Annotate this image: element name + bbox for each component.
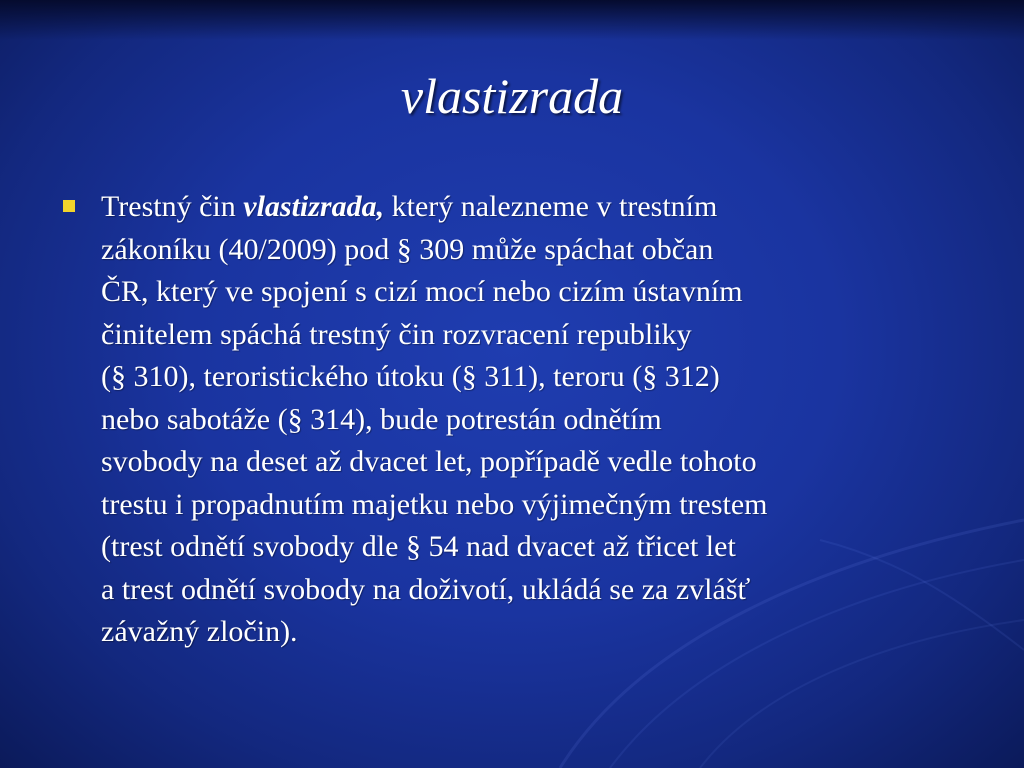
bullet-line: závažný zločin). [101, 615, 298, 648]
slide-title: vlastizrada [400, 68, 624, 124]
square-bullet-icon [63, 200, 75, 212]
bullet-line: a trest odnětí svobody na doživotí, ukládá se za zvlášť [101, 572, 751, 606]
bullet-paragraph [101, 186, 960, 654]
bullet-line: svobody na deset až dvacet let, popřípadě vedle tohoto [101, 445, 757, 478]
line-text-before: Trestný čin [101, 190, 244, 223]
bullet-line: zákoníku (40/2009) pod § 309 může spáchat občan [101, 232, 714, 266]
bullet-line: trestu i propadnutím majetku nebo výjimečným trestem [101, 487, 768, 521]
bullet-list-item [60, 186, 960, 654]
line-text-after: který nalezneme v trestním [384, 190, 718, 223]
bullet-line: činitelem spáchá trestný čin rozvracení republiky [101, 317, 692, 351]
bullet-line: nebo sabotáže (§ 314), bude potrestán odnětím [101, 402, 662, 436]
emphasized-term: vlastizrada, [243, 190, 385, 223]
bullet-line [101, 186, 960, 229]
bullet-line: (§ 310), teroristického útoku (§ 311), teroru (§ 312) [101, 360, 720, 393]
bullet-line: (trest odnětí svobody dle § 54 nad dvacet až třicet let [101, 530, 736, 563]
bullet-line: ČR, který ve spojení s cizí mocí nebo cizím ústavním [101, 275, 743, 308]
